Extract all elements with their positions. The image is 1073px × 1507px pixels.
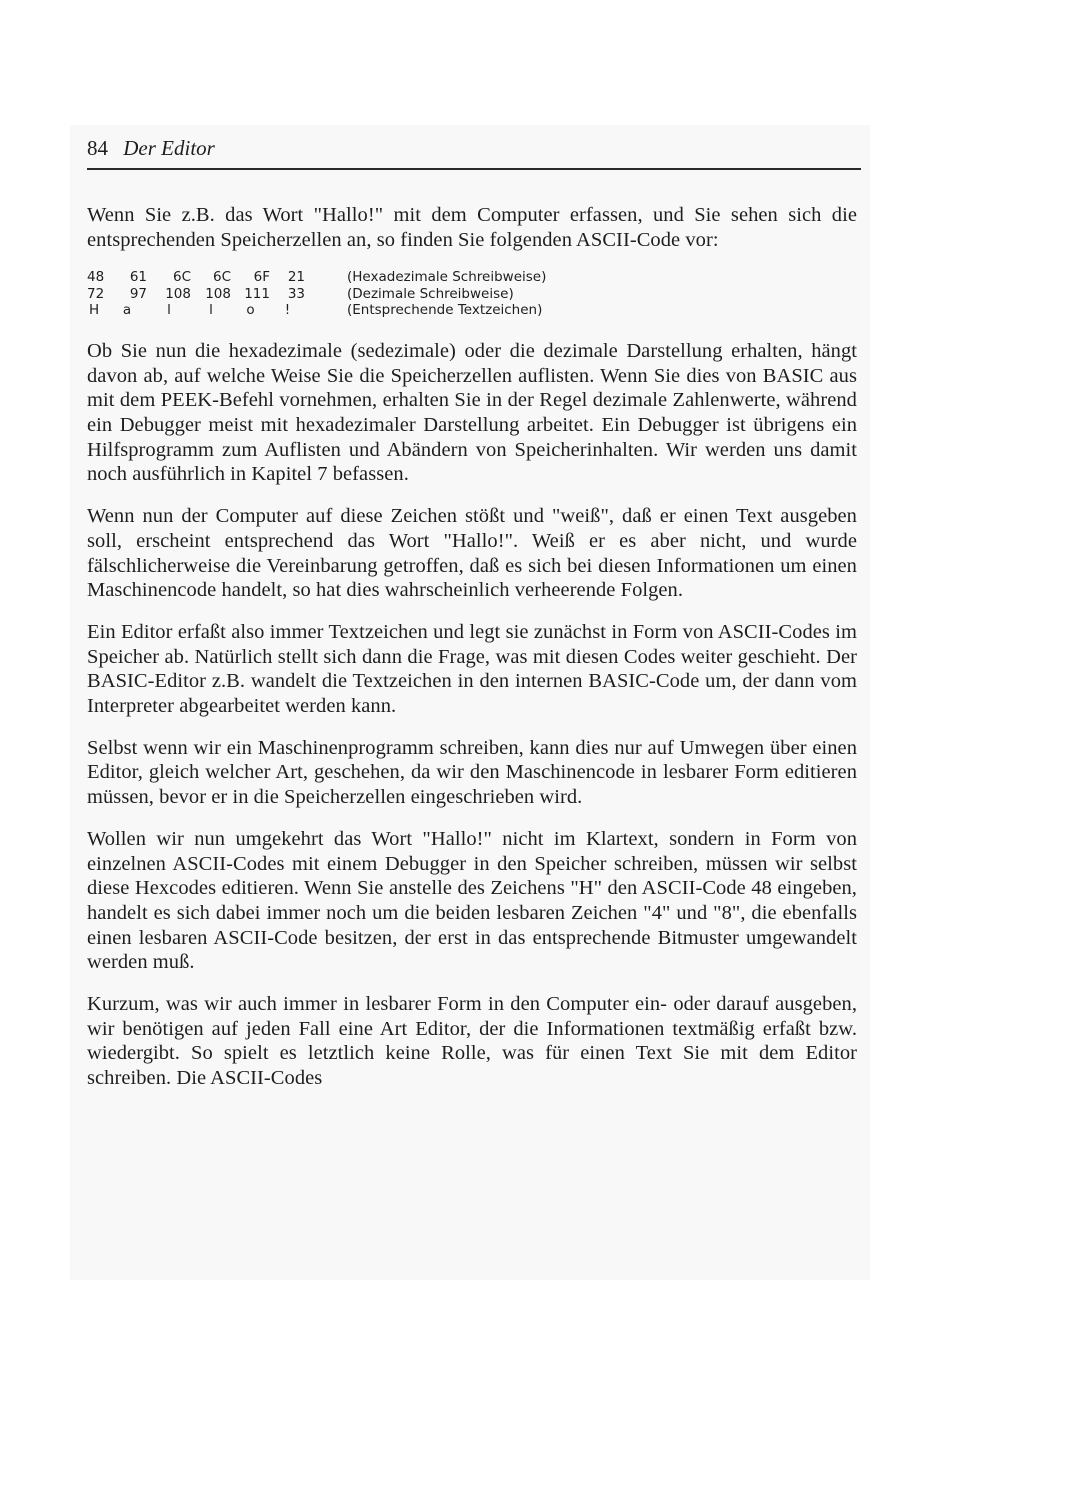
code-cell: 108 xyxy=(165,285,191,302)
paragraph: Ob Sie nun die hexadezimale (sedezimale) oder die dezimale Darstellung erhalten, hängt davon ab, auf welche Weise Sie die Speicherzellen auflisten. Wenn Sie dies von BASIC aus mit dem PEEK-Befehl vornehmen, erhalten Sie in der Regel dezimale Zahlenwerte, während ein Debugger meist mit hexadezimaler Darstellung arbeitet. Ein Debugger ist übrigens ein Hilfsprogramm zum Auflisten und Abändern von Speicherinhalten. Wir werden uns damit noch ausführlich in Kapitel 7 befassen. xyxy=(87,339,857,486)
code-cell: 111 xyxy=(244,285,270,302)
code-cell: 6C xyxy=(212,269,231,286)
code-row-description: (Dezimale Schreibweise) xyxy=(347,285,514,302)
code-cell: ! xyxy=(284,302,291,319)
code-cell: 6F xyxy=(253,269,270,286)
code-cell: 21 xyxy=(287,269,305,286)
ascii-code-table xyxy=(87,269,546,319)
code-row-description: (Hexadezimale Schreibweise) xyxy=(347,269,547,286)
code-cell: 97 xyxy=(129,285,147,302)
header-rule xyxy=(87,168,861,170)
code-cell: 6C xyxy=(172,269,191,286)
paragraph: Wenn nun der Computer auf diese Zeichen stößt und "weiß", daß er einen Text ausgeben soll, erscheint entsprechend das Wort "Hallo!". Weiß er es aber nicht, und wurde fälschlicherweise die Vereinbarung getroffen, daß es sich bei diesen Informationen um einen Maschinencode handelt, so hat dies wahrscheinlich verheerende Folgen. xyxy=(87,505,857,602)
code-cell: l xyxy=(209,302,213,319)
paragraph: Wollen wir nun umgekehrt das Wort "Hallo!" nicht im Klartext, sondern in Form von einzelnen ASCII-Codes mit einem Debugger in den Speicher schreiben, müssen wir selbst diese Hexcodes editieren. Wenn Sie anstelle des Zeichens "H" den ASCII-Code 48 eingeben, handelt es sich dabei immer noch um die beiden lesbaren Zeichen "4" und "8", die ebenfalls einen lesbaren ASCII-Code besitzen, der erst in das entsprechende Bitmuster umgewandelt werden muß. xyxy=(87,827,857,974)
code-cell: o xyxy=(246,302,255,319)
paragraph: Wenn Sie z.B. das Wort "Hallo!" mit dem Computer erfassen, und Sie sehen sich die entsprechenden Speicherzellen an, so finden Sie folgenden ASCII-Code vor: xyxy=(87,204,857,251)
code-row-decimal xyxy=(87,286,546,303)
code-cell: 72 xyxy=(87,285,105,302)
code-row-chars xyxy=(87,302,546,319)
running-title: Der Editor xyxy=(123,136,215,160)
code-row-description: (Entsprechende Textzeichen) xyxy=(347,302,543,319)
code-row-hex xyxy=(87,269,546,286)
body-text xyxy=(87,203,857,1108)
code-cell: 108 xyxy=(205,285,231,302)
code-cell: 61 xyxy=(129,269,147,286)
page-header xyxy=(87,135,861,161)
code-cell: a xyxy=(122,302,132,319)
code-cell: l xyxy=(167,302,171,319)
paragraph: Selbst wenn wir ein Maschinenprogramm schreiben, kann dies nur auf Umwegen über einen Editor, gleich welcher Art, geschehen, da wir den Maschinencode in lesbarer Form editieren müssen, bevor er in die Speicherzellen eingeschrieben wird. xyxy=(87,736,857,809)
paragraph: Ein Editor erfaßt also immer Textzeichen und legt sie zunächst in Form von ASCII-Codes im Speicher ab. Natürlich stellt sich dann die Frage, was mit diesen Codes weiter geschieht. Der BASIC-Editor z.B. wandelt die Textzeichen in den internen BASIC-Code um, der dann vom Interpreter abgearbeitet werden kann. xyxy=(87,620,857,718)
paragraph: Kurzum, was wir auch immer in lesbarer Form in den Computer ein- oder darauf ausgeben, wir benötigen auf jeden Fall eine Art Editor, der die Informationen textmäßig erfaßt bzw. wiedergibt. So spielt es letztlich keine Rolle, was für einen Text Sie mit dem Editor schreiben. Die ASCII-Codes xyxy=(87,993,857,1090)
code-cell: 33 xyxy=(287,285,305,302)
page-number: 84 xyxy=(87,136,108,160)
code-cell: 48 xyxy=(87,269,105,286)
code-cell: H xyxy=(89,302,100,319)
